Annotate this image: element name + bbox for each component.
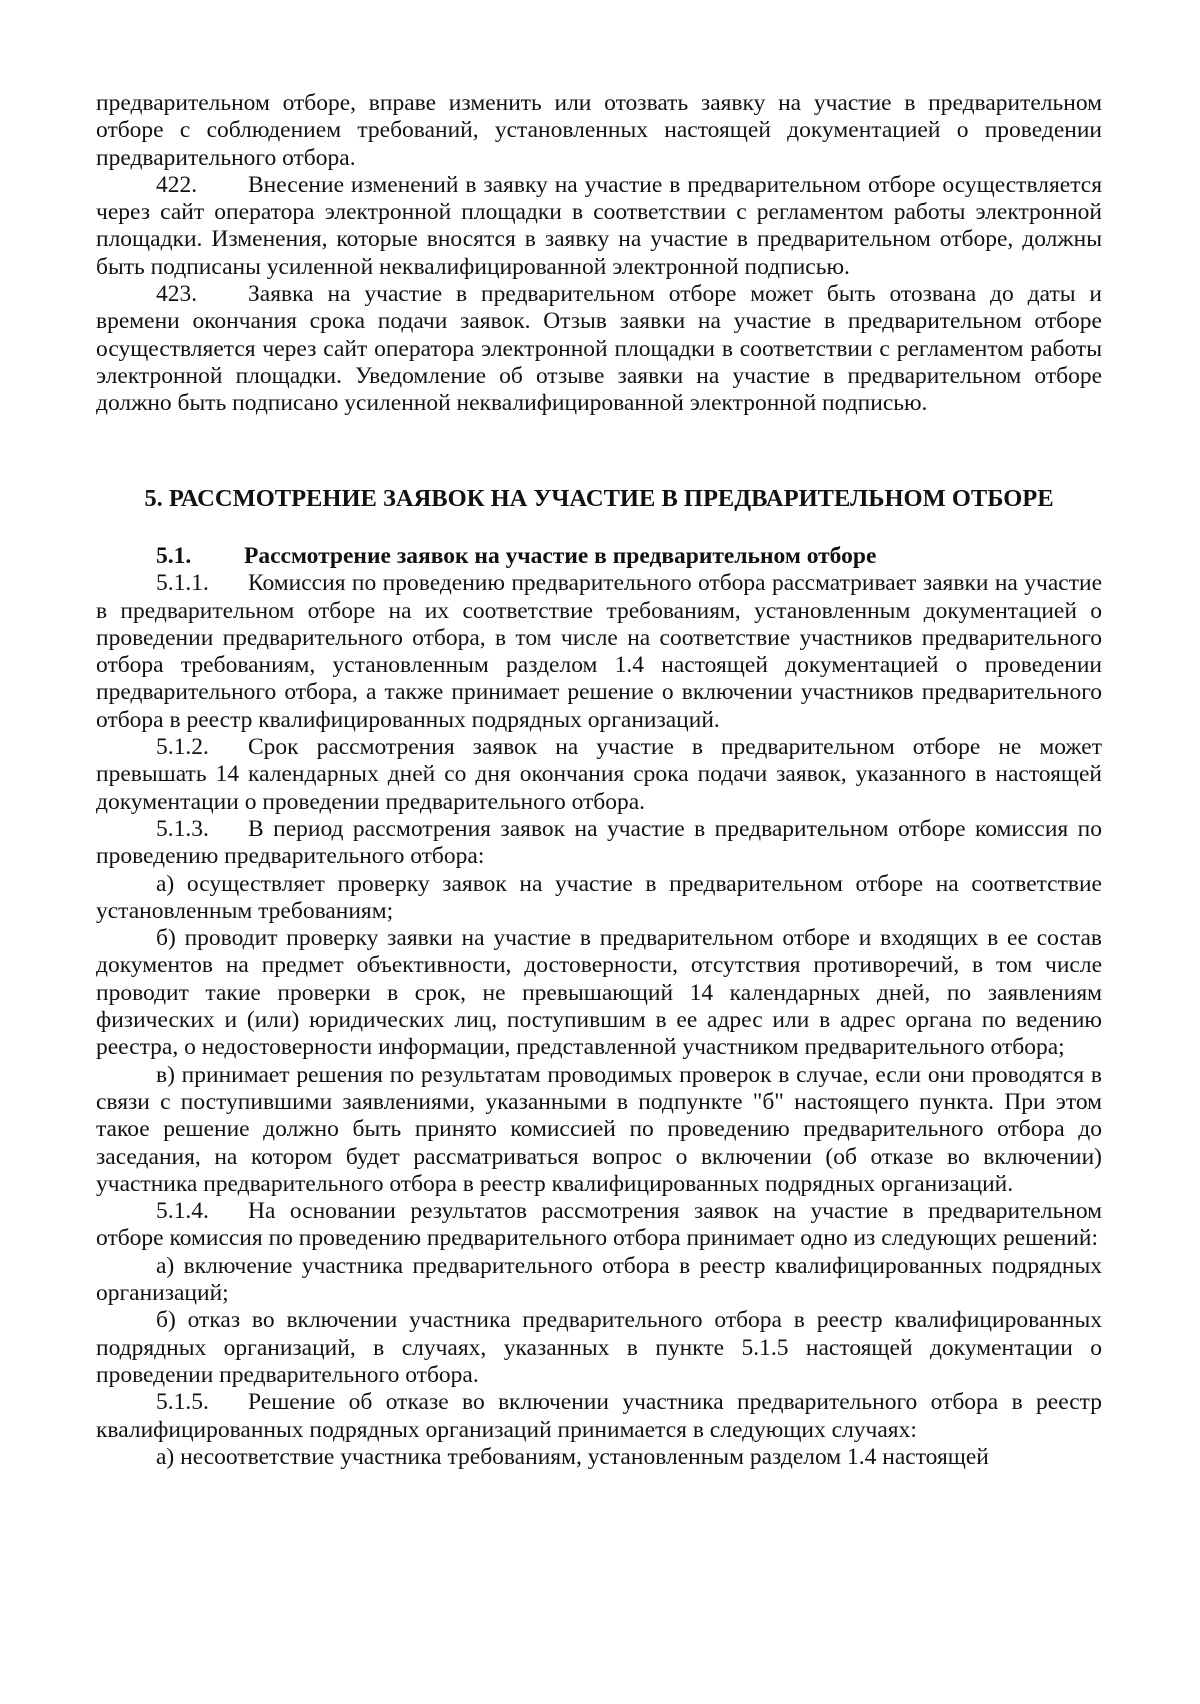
paragraph-text: В период рассмотрения заявок на участие в предварительном отборе комиссия по проведению предварительного отбора:	[96, 815, 1102, 870]
item-number: 423.	[156, 281, 198, 308]
item-number: 5.1.2.	[156, 734, 209, 761]
item-number: 422.	[156, 171, 198, 198]
paragraph-422	[96, 172, 1102, 281]
item-number: 5.1.5.	[156, 1389, 209, 1416]
paragraph-423	[96, 281, 1102, 417]
list-item-514-a: а) включение участника предварительного отбора в реестр квалифицированных подрядных организаций;	[96, 1252, 1102, 1307]
paragraph-text: Заявка на участие в предварительном отборе может быть отозвана до даты и времени окончания срока подачи заявок. Отзыв заявки на участие в предварительном отборе осуществляется через сайт оператора электронной площадки в соответствии с регламентом работы электронной площадки. Уведомление об отзыве заявки на участие в предварительном отборе должно быть подписано усиленной неквалифицированной электронной подписью.	[96, 281, 1102, 417]
paragraph-512	[96, 734, 1102, 816]
paragraph-515	[96, 1389, 1102, 1444]
paragraph-text: Комиссия по проведению предварительного отбора рассматривает заявки на участие в предварительном отборе на их соответствие требованиям, установленным документацией о проведении предварительного отбора, в том числе на соответствие участников предварительного отбора требованиям, установленным разделом 1.4 настоящей документацией о проведении предварительного отбора, а также принимает решение о включении участников предварительного отбора в реестр квалифицированных подрядных организаций.	[96, 570, 1102, 733]
top-text-block	[96, 90, 1102, 418]
list-item-513-b: б) проводит проверку заявки на участие в предварительном отборе и входящих в ее состав документов на предмет объективности, достоверности, отсутствия противоречий, в том числе проводит такие проверки в срок, не превышающий 14 календарных дней, по заявлениям физических и (или) юридических лиц, поступившим в ее адрес или в адрес органа по ведению реестра, о недостоверности информации, представленной участником предварительного отбора;	[96, 925, 1102, 1061]
list-item-513-v: в) принимает решения по результатам проводимых проверок в случае, если они проводятся в связи с поступившими заявлениями, указанными в подпункте "б" настоящего пункта. При этом такое решение должно быть принято комиссией по проведению предварительного отбора до заседания, на котором будет рассматриваться вопрос о включении (об отказе во включении) участника предварительного отбора в реестр квалифицированных подрядных организаций.	[96, 1061, 1102, 1197]
paragraph-514	[96, 1198, 1102, 1253]
paragraph-513	[96, 816, 1102, 871]
list-item-514-b: б) отказ во включении участника предварительного отбора в реестр квалифицированных подрядных организаций, в случаях, указанных в пункте 5.1.5 настоящей документации о проведении предварительного отбора.	[96, 1307, 1102, 1388]
list-item-515-a: а) несоответствие участника требованиям, установленным разделом 1.4 настоящей	[156, 1443, 989, 1470]
paragraph-continuation: предварительном отборе, вправе изменить или отозвать заявку на участие в предварительном отборе с соблюдением требований, установленных настоящей документацией о проведении предварительного отбора.	[96, 90, 1102, 171]
paragraph-text: Срок рассмотрения заявок на участие в предварительном отборе не может превышать 14 календарных дней со дня окончания срока подачи заявок, указанного в настоящей документации о проведении предварительного отбора.	[96, 734, 1102, 815]
paragraph-511	[96, 570, 1102, 734]
subsection-number: 5.1.	[156, 543, 192, 569]
section-body	[96, 543, 1102, 1471]
paragraph-text: На основании результатов рассмотрения заявок на участие в предварительном отборе комиссия по проведению предварительного отбора принимает одно из следующих решений:	[96, 1198, 1102, 1252]
section-heading: 5. РАССМОТРЕНИЕ ЗАЯВОК НА УЧАСТИЕ В ПРЕДВАРИТЕЛЬНОМ ОТБОРЕ	[144, 485, 1054, 512]
subsection-heading	[96, 543, 1102, 570]
item-number: 5.1.1.	[156, 570, 209, 597]
paragraph-text: Внесение изменений в заявку на участие в предварительном отборе осуществляется через сайт оператора электронной площадки в соответствии с регламентом работы электронной площадки. Изменения, которые вносятся в заявку на участие в предварительном отборе, должны быть подписаны усиленной неквалифицированной электронной подписью.	[96, 171, 1102, 280]
item-number: 5.1.4.	[156, 1198, 209, 1225]
list-item-513-a: а) осуществляет проверку заявок на участие в предварительном отборе на соответствие установленным требованиям;	[96, 870, 1102, 924]
item-number: 5.1.3.	[156, 815, 209, 842]
subsection-title: Рассмотрение заявок на участие в предварительном отборе	[244, 543, 877, 569]
paragraph-text: Решение об отказе во включении участника предварительного отбора в реестр квалифицированных подрядных организаций принимается в следующих случаях:	[96, 1389, 1102, 1443]
